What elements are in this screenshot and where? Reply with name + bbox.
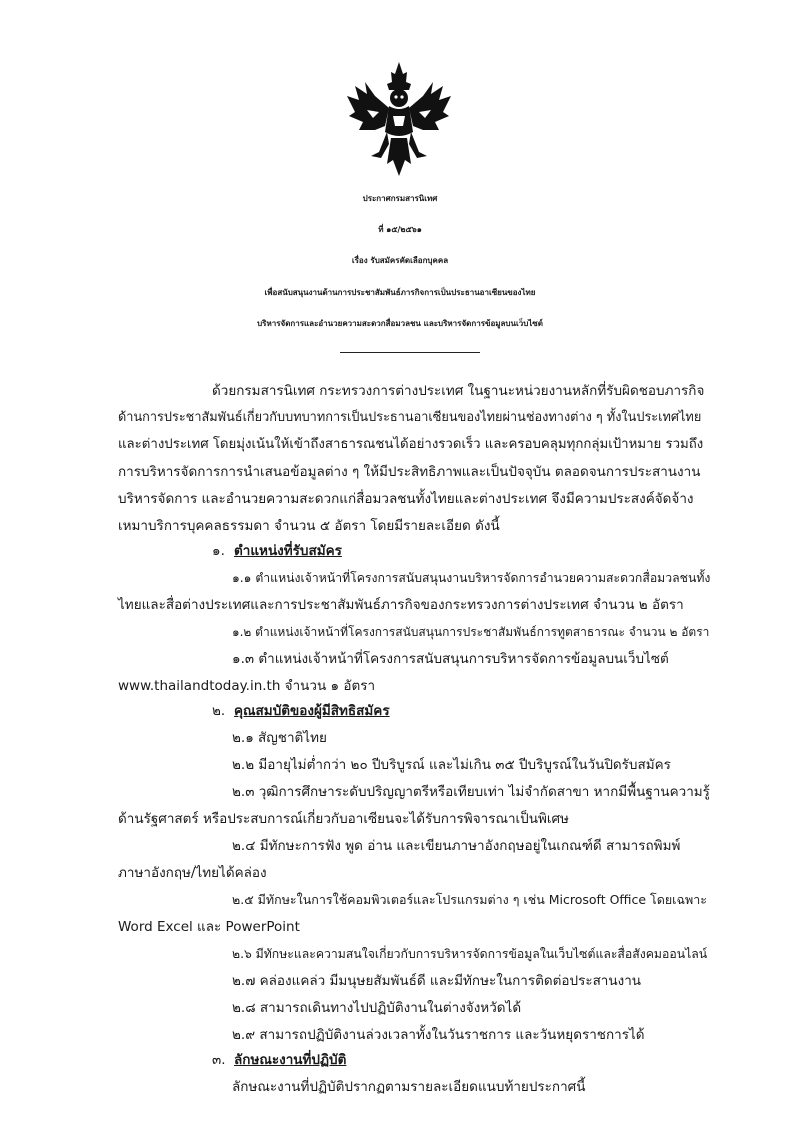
item-1-2: ๑.๒ ตำแหน่งเจ้าหน้าที่โครงการสนับสนุนการประชาสัมพันธ์การทูตสาธารณะ จำนวน ๒ อัตรา — [232, 625, 710, 639]
item-2-6: ๒.๖ มีทักษะและความสนใจเกี่ยวกับการบริหารจัดการข้อมูลในเว็บไซต์และสื่อสังคมออนไลน์ — [232, 947, 708, 961]
item-2-3b: ด้านรัฐศาสตร์ หรือประสบการณ์เกี่ยวกับอาเซียนจะได้รับการพิจารณาเป็นพิเศษ — [118, 811, 569, 827]
item-2-5a: ๒.๕ มีทักษะในการใช้คอมพิวเตอร์และโปรแกรมต่าง ๆ เช่น Microsoft Office โดยเฉพาะ — [232, 892, 707, 907]
header-divider — [340, 352, 480, 353]
item-1-3a: ๑.๓ ตำแหน่งเจ้าหน้าที่โครงการสนับสนุนการบริหารจัดการข้อมูลบนเว็บไซต์ — [232, 651, 669, 667]
item-2-2: ๒.๒ มีอายุไม่ต่ำกว่า ๒๐ ปีบริบูรณ์ และไม่เกิน ๓๕ ปีบริบูรณ์ในวันปิดรับสมัคร — [232, 757, 671, 773]
section-title: ลักษณะงานที่ปฏิบัติ — [234, 1052, 347, 1068]
section-title: ตำแหน่งที่รับสมัคร — [234, 543, 342, 559]
announcement-org: ประกาศกรมสารนิเทศ — [362, 193, 438, 203]
section-3-body: ลักษณะงานที่ปฏิบัติปรากฏตามรายละเอียดแนบท้ายประกาศนี้ — [232, 1079, 586, 1095]
intro-line: บริหารจัดการ และอำนวยความสะดวกแก่สื่อมวลชนทั้งไทยและต่างประเทศ จึงมีความประสงค์จัดจ้าง — [118, 491, 694, 507]
intro-line: เหมาบริการบุคคลธรรมดา จำนวน ๕ อัตรา โดยมีรายละเอียด ดังนี้ — [118, 518, 500, 534]
intro-line: ด้านการประชาสัมพันธ์เกี่ยวกับบทบาทการเป็นประธานอาเซียนของไทยผ่านช่องทางต่าง ๆ ทั้งในประเทศไทย — [118, 410, 702, 425]
section-3-heading — [212, 1051, 346, 1069]
item-2-9: ๒.๙ สามารถปฏิบัติงานล่วงเวลาทั้งในวันราชการ และวันหยุดราชการได้ — [232, 1027, 645, 1043]
intro-line: และต่างประเทศ โดยมุ่งเน้นให้เข้าถึงสาธารณชนได้อย่างรวดเร็ว และครอบคลุมทุกกลุ่มเป้าหมาย รวมถึง — [118, 437, 704, 452]
item-2-5b: Word Excel และ PowerPoint — [118, 919, 300, 935]
intro-line: การบริหารจัดการการนำเสนอข้อมูลต่าง ๆ ให้มีประสิทธิภาพและเป็นปัจจุบัน ตลอดจนการประสานงาน — [118, 464, 701, 480]
section-number: ๑. — [212, 543, 225, 559]
announcement-number: ที่ ๑๕/๒๕๖๑ — [378, 224, 422, 234]
section-number: ๓. — [212, 1052, 226, 1068]
item-2-7: ๒.๗ คล่องแคล่ว มีมนุษยสัมพันธ์ดี และมีทักษะในการติดต่อประสานงาน — [232, 973, 642, 989]
garuda-emblem-icon — [345, 60, 453, 178]
item-2-8: ๒.๘ สามารถเดินทางไปปฏิบัติงานในต่างจังหวัดได้ — [232, 1000, 522, 1016]
section-title: คุณสมบัติของผู้มีสิทธิสมัคร — [234, 703, 390, 719]
item-2-4a: ๒.๔ มีทักษะการฟัง พูด อ่าน และเขียนภาษาอังกฤษอยู่ในเกณฑ์ดี สามารถพิมพ์ — [232, 838, 681, 854]
item-1-3b: www.thailandtoday.in.th จำนวน ๑ อัตรา — [118, 678, 376, 694]
item-2-1: ๒.๑ สัญชาติไทย — [232, 730, 327, 746]
section-number: ๒. — [212, 703, 226, 719]
item-2-3a: ๒.๓ วุฒิการศึกษาระดับปริญญาตรีหรือเทียบเท่า ไม่จำกัดสาขา หากมีพื้นฐานความรู้ — [232, 784, 710, 800]
item-2-4b: ภาษาอังกฤษ/ไทยได้คล่อง — [118, 865, 267, 881]
section-2-heading — [212, 702, 390, 720]
subject-line-1: เพื่อสนับสนุนงานด้านการประชาสัมพันธ์ภารกิจการเป็นประธานอาเซียนของไทย — [264, 287, 536, 297]
intro-line: ด้วยกรมสารนิเทศ กระทรวงการต่างประเทศ ในฐานะหน่วยงานหลักที่รับผิดชอบภารกิจ — [212, 383, 705, 399]
announcement-subject: เรื่อง รับสมัครคัดเลือกบุคคล — [351, 255, 449, 265]
item-1-1b: ไทยและสื่อต่างประเทศและการประชาสัมพันธ์ภารกิจของกระทรวงการต่างประเทศ จำนวน ๒ อัตรา — [118, 597, 684, 613]
subject-line-2: บริหารจัดการและอำนวยความสะดวกสื่อมวลชน และบริหารจัดการข้อมูลบนเว็บไซต์ — [257, 318, 543, 328]
item-1-1a: ๑.๑ ตำแหน่งเจ้าหน้าที่โครงการสนับสนุนงานบริหารจัดการอำนวยความสะดวกสื่อมวลชนทั้ง — [232, 571, 711, 585]
section-1-heading — [212, 542, 342, 560]
